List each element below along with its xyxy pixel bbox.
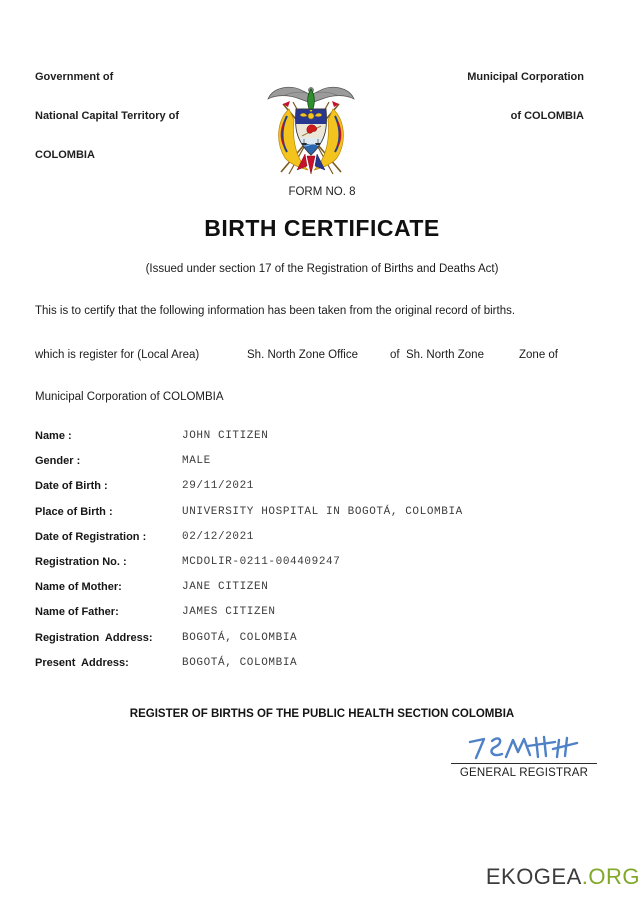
field-value-registration-address: BOGOTÁ, COLOMBIA: [182, 631, 298, 644]
field-label-present-address: Present Address:: [35, 656, 129, 669]
register-of-births-heading: REGISTER OF BIRTHS OF THE PUBLIC HEALTH SECTION COLOMBIA: [129, 708, 515, 720]
register-line-intro: which is register for (Local Area): [35, 349, 200, 361]
register-zone-of: Zone of: [519, 349, 558, 361]
field-value-date-of-registration: 02/12/2021: [182, 530, 255, 543]
field-row-registration-no: [35, 556, 614, 581]
field-row-registration-address: [35, 632, 614, 657]
field-value-registration-no: MCDOLIR-0211-004409247: [182, 555, 341, 568]
header-right-line: Municipal Corporation: [467, 71, 584, 83]
field-value-present-address: BOGOTÁ, COLOMBIA: [182, 656, 298, 669]
field-row-present-address: [35, 657, 614, 682]
register-line: [0, 349, 644, 365]
field-label-date-of-birth: Date of Birth :: [35, 480, 108, 493]
field-label-place-of-birth: Place of Birth :: [35, 505, 113, 518]
header-right-municipal: [467, 45, 584, 149]
signature-line: [451, 763, 597, 764]
watermark-name: EKOGEA: [485, 864, 582, 889]
header-left-government: [35, 45, 179, 188]
certify-text: This is to certify that the following information has been taken from the original record of births.: [35, 305, 516, 317]
field-row-date-of-birth: [35, 480, 614, 505]
watermark-logo: [486, 864, 640, 890]
municipal-line: Municipal Corporation of COLOMBIA: [35, 391, 224, 403]
field-row-date-of-registration: [35, 531, 614, 556]
field-label-name-of-father: Name of Father:: [35, 606, 119, 619]
header-left-line: COLOMBIA: [35, 149, 95, 161]
header-left-line: National Capital Territory of: [35, 110, 180, 122]
field-value-name-of-father: JAMES CITIZEN: [182, 606, 276, 619]
field-value-date-of-birth: 29/11/2021: [182, 480, 255, 493]
field-value-name: JOHN CITIZEN: [182, 430, 269, 442]
field-label-name: Name :: [35, 430, 72, 442]
field-row-gender: [35, 455, 614, 480]
registrar-title: GENERAL REGISTRAR: [459, 767, 589, 779]
register-zone-value: of Sh. North Zone: [390, 349, 484, 361]
field-row-name-of-mother: [35, 581, 614, 606]
signature-block: [451, 732, 597, 779]
field-row-name: [35, 430, 614, 455]
form-number: FORM NO. 8: [288, 186, 356, 198]
coat-of-arms-icon: [263, 82, 359, 182]
field-row-name-of-father: [35, 606, 614, 631]
header-right-line: of COLOMBIA: [510, 110, 584, 122]
certificate-title: BIRTH CERTIFICATE: [204, 215, 440, 241]
field-value-gender: MALE: [182, 455, 211, 468]
field-label-date-of-registration: Date of Registration :: [35, 530, 147, 543]
register-office-value: Sh. North Zone Office: [247, 349, 359, 361]
field-label-registration-no: Registration No. :: [35, 555, 127, 568]
field-label-gender: Gender :: [35, 455, 81, 468]
field-value-place-of-birth: UNIVERSITY HOSPITAL IN BOGOTÁ, COLOMBIA: [182, 505, 463, 518]
field-value-name-of-mother: JANE CITIZEN: [182, 581, 269, 594]
certificate-subtitle: (Issued under section 17 of the Registration of Births and Deaths Act): [145, 263, 499, 275]
fields-section: [35, 430, 614, 682]
field-row-place-of-birth: [35, 506, 614, 531]
header-left-line: Government of: [35, 71, 114, 83]
field-label-registration-address: Registration Address:: [35, 631, 153, 644]
registrar-signature-icon: [465, 732, 583, 762]
field-label-name-of-mother: Name of Mother:: [35, 581, 122, 594]
watermark-tld: .ORG: [581, 864, 640, 889]
